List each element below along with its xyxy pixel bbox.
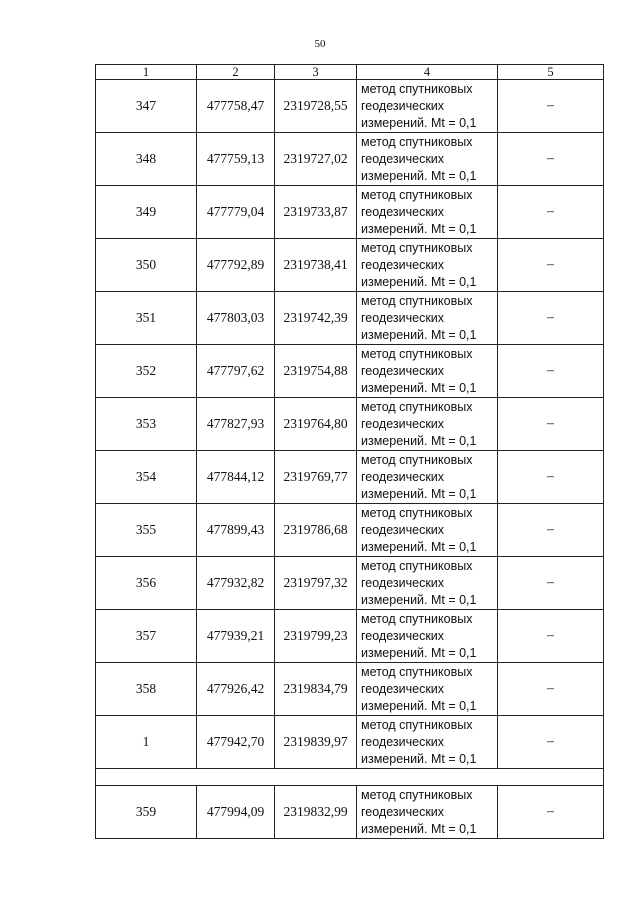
method-line: метод спутниковых — [361, 399, 473, 414]
note-cell: – — [498, 786, 604, 839]
point-number-cell: 351 — [96, 292, 197, 345]
y-coordinate-cell: 2319834,79 — [275, 663, 357, 716]
method-cell — [357, 133, 498, 186]
y-coordinate-cell: 2319754,88 — [275, 345, 357, 398]
method-line: метод спутниковых — [361, 134, 473, 149]
method-line: геодезических — [361, 575, 445, 590]
note-cell: – — [498, 292, 604, 345]
table-row — [96, 292, 604, 345]
method-cell — [357, 786, 498, 839]
y-coordinate-cell: 2319738,41 — [275, 239, 357, 292]
method-line: геодезических — [361, 310, 445, 325]
table-gap-row — [96, 769, 604, 786]
point-number-cell: 359 — [96, 786, 197, 839]
table-row — [96, 239, 604, 292]
method-line: геодезических — [361, 257, 445, 272]
point-number-cell: 354 — [96, 451, 197, 504]
method-line: метод спутниковых — [361, 505, 473, 520]
method-line: измерений. Mt = 0,1 — [361, 433, 477, 448]
point-number-cell: 355 — [96, 504, 197, 557]
method-cell — [357, 345, 498, 398]
table-row — [96, 663, 604, 716]
table-row — [96, 80, 604, 133]
y-coordinate-cell: 2319742,39 — [275, 292, 357, 345]
column-header: 1 — [96, 65, 197, 80]
y-coordinate-cell: 2319799,23 — [275, 610, 357, 663]
method-line: метод спутниковых — [361, 346, 473, 361]
y-coordinate-cell: 2319733,87 — [275, 186, 357, 239]
method-line: геодезических — [361, 98, 445, 113]
page-number: 50 — [314, 38, 326, 50]
y-coordinate-cell: 2319786,68 — [275, 504, 357, 557]
method-cell — [357, 663, 498, 716]
method-line: измерений. Mt = 0,1 — [361, 327, 477, 342]
x-coordinate-cell: 477939,21 — [197, 610, 275, 663]
y-coordinate-cell: 2319839,97 — [275, 716, 357, 769]
method-line: геодезических — [361, 469, 445, 484]
method-line: метод спутниковых — [361, 452, 473, 467]
table-row — [96, 398, 604, 451]
method-line: метод спутниковых — [361, 664, 473, 679]
x-coordinate-cell: 477932,82 — [197, 557, 275, 610]
method-line: метод спутниковых — [361, 717, 473, 732]
method-cell — [357, 186, 498, 239]
y-coordinate-cell: 2319728,55 — [275, 80, 357, 133]
x-coordinate-cell: 477792,89 — [197, 239, 275, 292]
note-cell: – — [498, 186, 604, 239]
y-coordinate-cell: 2319769,77 — [275, 451, 357, 504]
x-coordinate-cell: 477758,47 — [197, 80, 275, 133]
note-cell: – — [498, 716, 604, 769]
method-line: измерений. Mt = 0,1 — [361, 592, 477, 607]
method-line: метод спутниковых — [361, 787, 473, 802]
table-row — [96, 133, 604, 186]
point-number-cell: 356 — [96, 557, 197, 610]
method-line: геодезических — [361, 416, 445, 431]
method-line: метод спутниковых — [361, 240, 473, 255]
method-line: геодезических — [361, 734, 445, 749]
table-row — [96, 716, 604, 769]
point-number-cell: 353 — [96, 398, 197, 451]
method-line: измерений. Mt = 0,1 — [361, 115, 477, 130]
note-cell: – — [498, 451, 604, 504]
point-number-cell: 349 — [96, 186, 197, 239]
note-cell: – — [498, 398, 604, 451]
table-row — [96, 345, 604, 398]
method-line: измерений. Mt = 0,1 — [361, 221, 477, 236]
y-coordinate-cell: 2319797,32 — [275, 557, 357, 610]
point-number-cell: 1 — [96, 716, 197, 769]
note-cell: – — [498, 345, 604, 398]
method-line: метод спутниковых — [361, 611, 473, 626]
method-line: измерений. Mt = 0,1 — [361, 486, 477, 501]
method-cell — [357, 451, 498, 504]
method-line: измерений. Mt = 0,1 — [361, 274, 477, 289]
x-coordinate-cell: 477827,93 — [197, 398, 275, 451]
column-header: 3 — [275, 65, 357, 80]
point-number-cell: 352 — [96, 345, 197, 398]
point-number-cell: 350 — [96, 239, 197, 292]
method-cell — [357, 504, 498, 557]
column-header: 2 — [197, 65, 275, 80]
table-row — [96, 504, 604, 557]
point-number-cell: 348 — [96, 133, 197, 186]
method-line: геодезических — [361, 628, 445, 643]
gap-cell — [96, 769, 604, 786]
point-number-cell: 358 — [96, 663, 197, 716]
method-cell — [357, 557, 498, 610]
x-coordinate-cell: 477942,70 — [197, 716, 275, 769]
note-cell: – — [498, 239, 604, 292]
y-coordinate-cell: 2319832,99 — [275, 786, 357, 839]
note-cell: – — [498, 663, 604, 716]
method-line: метод спутниковых — [361, 81, 473, 96]
x-coordinate-cell: 477759,13 — [197, 133, 275, 186]
method-cell — [357, 398, 498, 451]
method-line: метод спутниковых — [361, 558, 473, 573]
method-line: геодезических — [361, 204, 445, 219]
method-line: измерений. Mt = 0,1 — [361, 698, 477, 713]
table-header-row — [96, 65, 604, 80]
x-coordinate-cell: 477797,62 — [197, 345, 275, 398]
method-line: измерений. Mt = 0,1 — [361, 380, 477, 395]
x-coordinate-cell: 477899,43 — [197, 504, 275, 557]
table-row — [96, 451, 604, 504]
method-cell — [357, 80, 498, 133]
column-header: 5 — [498, 65, 604, 80]
method-line: геодезических — [361, 681, 445, 696]
note-cell: – — [498, 557, 604, 610]
method-cell — [357, 239, 498, 292]
table-row — [96, 557, 604, 610]
method-line: измерений. Mt = 0,1 — [361, 168, 477, 183]
x-coordinate-cell: 477926,42 — [197, 663, 275, 716]
note-cell: – — [498, 80, 604, 133]
x-coordinate-cell: 477994,09 — [197, 786, 275, 839]
method-line: метод спутниковых — [361, 187, 473, 202]
method-line: измерений. Mt = 0,1 — [361, 645, 477, 660]
y-coordinate-cell: 2319727,02 — [275, 133, 357, 186]
coordinates-table — [95, 64, 604, 839]
point-number-cell: 357 — [96, 610, 197, 663]
note-cell: – — [498, 133, 604, 186]
method-cell — [357, 610, 498, 663]
method-cell — [357, 292, 498, 345]
y-coordinate-cell: 2319764,80 — [275, 398, 357, 451]
point-number-cell: 347 — [96, 80, 197, 133]
method-line: геодезических — [361, 522, 445, 537]
method-line: метод спутниковых — [361, 293, 473, 308]
table-row — [96, 786, 604, 839]
table-row — [96, 186, 604, 239]
x-coordinate-cell: 477779,04 — [197, 186, 275, 239]
method-line: измерений. Mt = 0,1 — [361, 821, 477, 836]
table-row — [96, 610, 604, 663]
column-header: 4 — [357, 65, 498, 80]
x-coordinate-cell: 477803,03 — [197, 292, 275, 345]
method-line: геодезических — [361, 804, 445, 819]
method-line: измерений. Mt = 0,1 — [361, 539, 477, 554]
method-line: измерений. Mt = 0,1 — [361, 751, 477, 766]
note-cell: – — [498, 504, 604, 557]
method-cell — [357, 716, 498, 769]
note-cell: – — [498, 610, 604, 663]
method-line: геодезических — [361, 363, 445, 378]
x-coordinate-cell: 477844,12 — [197, 451, 275, 504]
method-line: геодезических — [361, 151, 445, 166]
